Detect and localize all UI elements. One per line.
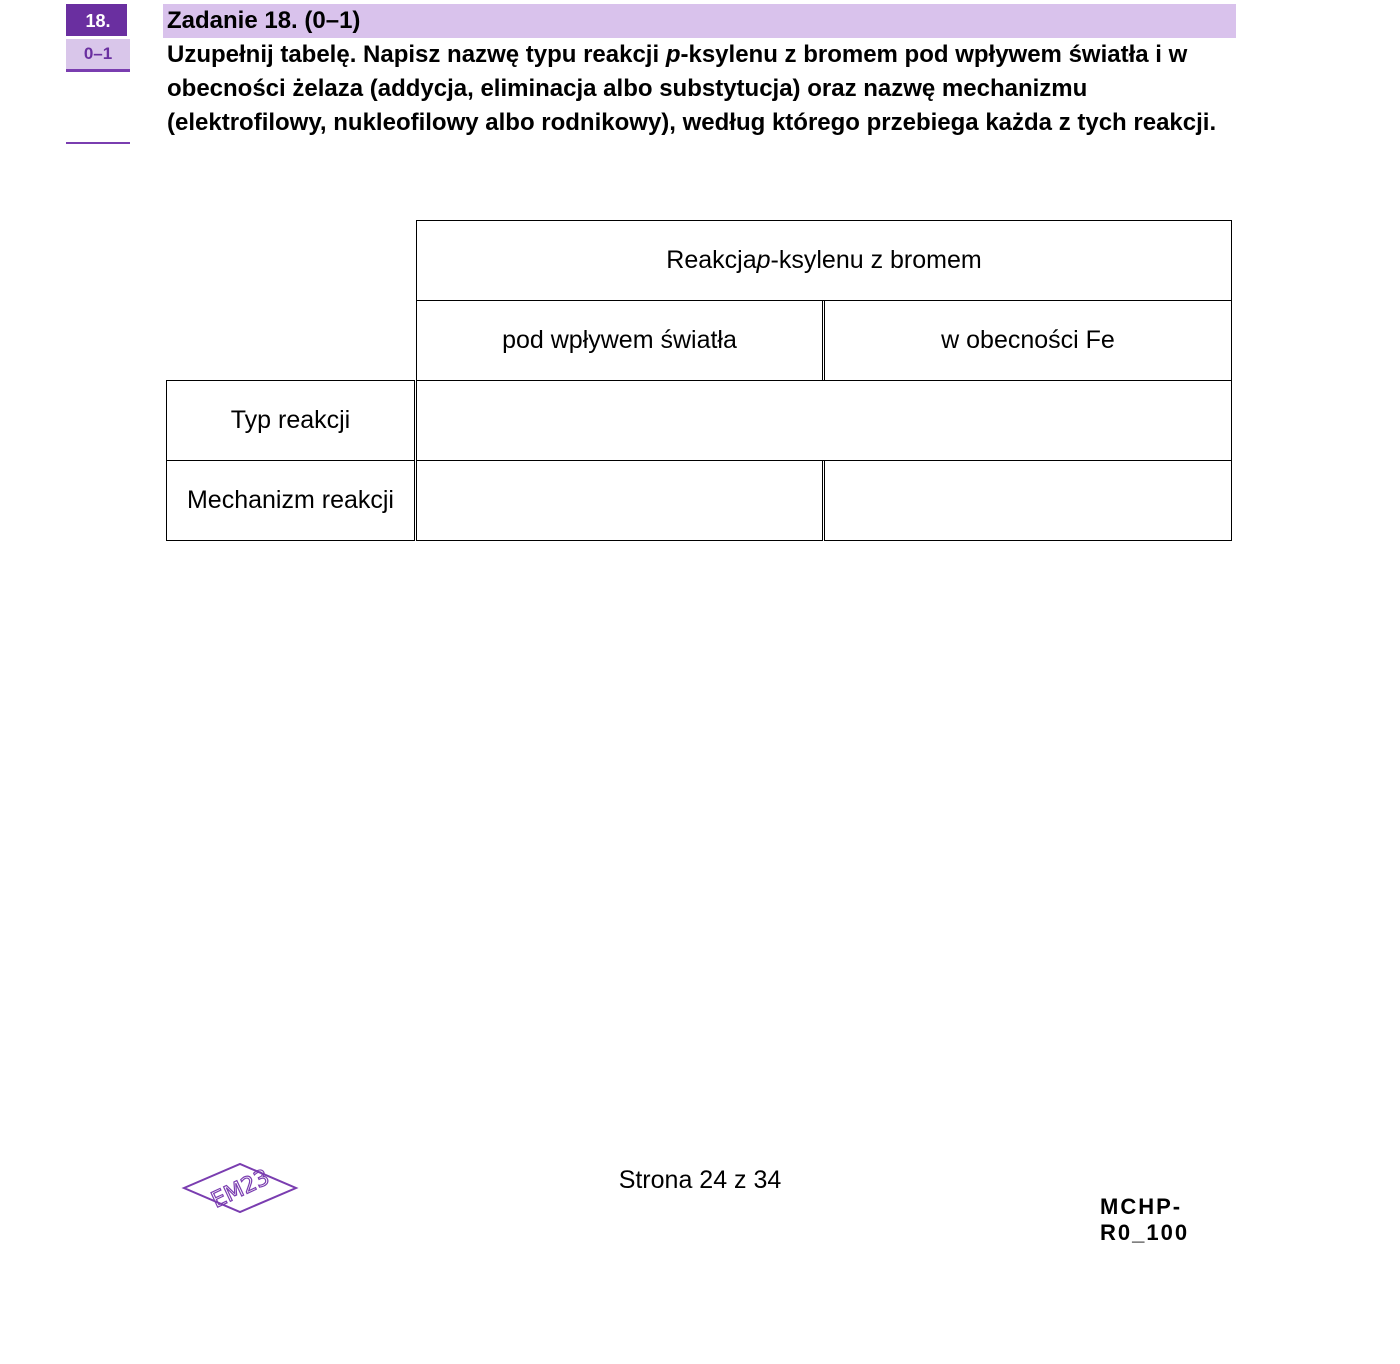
table-title-a: Reakcja (666, 246, 757, 274)
row-header-mechanism: Mechanizm reakcji (166, 460, 415, 541)
answer-cell-mechanism-light[interactable] (416, 460, 823, 541)
exam-code-text: MCHP-R0_100 (1100, 1194, 1190, 1245)
task-number: 18. (66, 4, 130, 38)
task-points: 0–1 (66, 39, 130, 72)
table-title-cell (416, 220, 1232, 301)
answer-cell-mechanism-fe[interactable] (824, 460, 1232, 541)
task-instruction (167, 38, 1237, 140)
table-title-p: p (756, 246, 771, 274)
page-footer: Strona 24 z 34 (618, 1166, 782, 1194)
task-header: Zadanie 18. (0–1) (163, 4, 1236, 38)
table-title-b: -ksylenu z bromem (770, 246, 982, 274)
column-header-fe: w obecności Fe (824, 300, 1232, 381)
column-header-light: pod wpływem światła (416, 300, 823, 381)
row-header-type: Typ reakcji (166, 380, 415, 461)
exam-code (1100, 1194, 1235, 1245)
stamp-text: EM23 (207, 1165, 274, 1214)
answer-cell-type[interactable] (416, 380, 1232, 461)
instruction-text-b: -ksylenu z bromem pod wpływem światła i w obecności żelaza (addycja, eliminacja albo substytucja) oraz nazwę mechanizmu (elektrofilowy, nukleofilowy albo rodnikowy), według którego przebiega każda z tych reakcji. (167, 41, 1217, 136)
instruction-text-a: Uzupełnij tabelę. Napisz nazwę typu reakcji (167, 41, 666, 68)
instruction-text-p: p (665, 41, 681, 68)
score-field-line (66, 142, 130, 144)
